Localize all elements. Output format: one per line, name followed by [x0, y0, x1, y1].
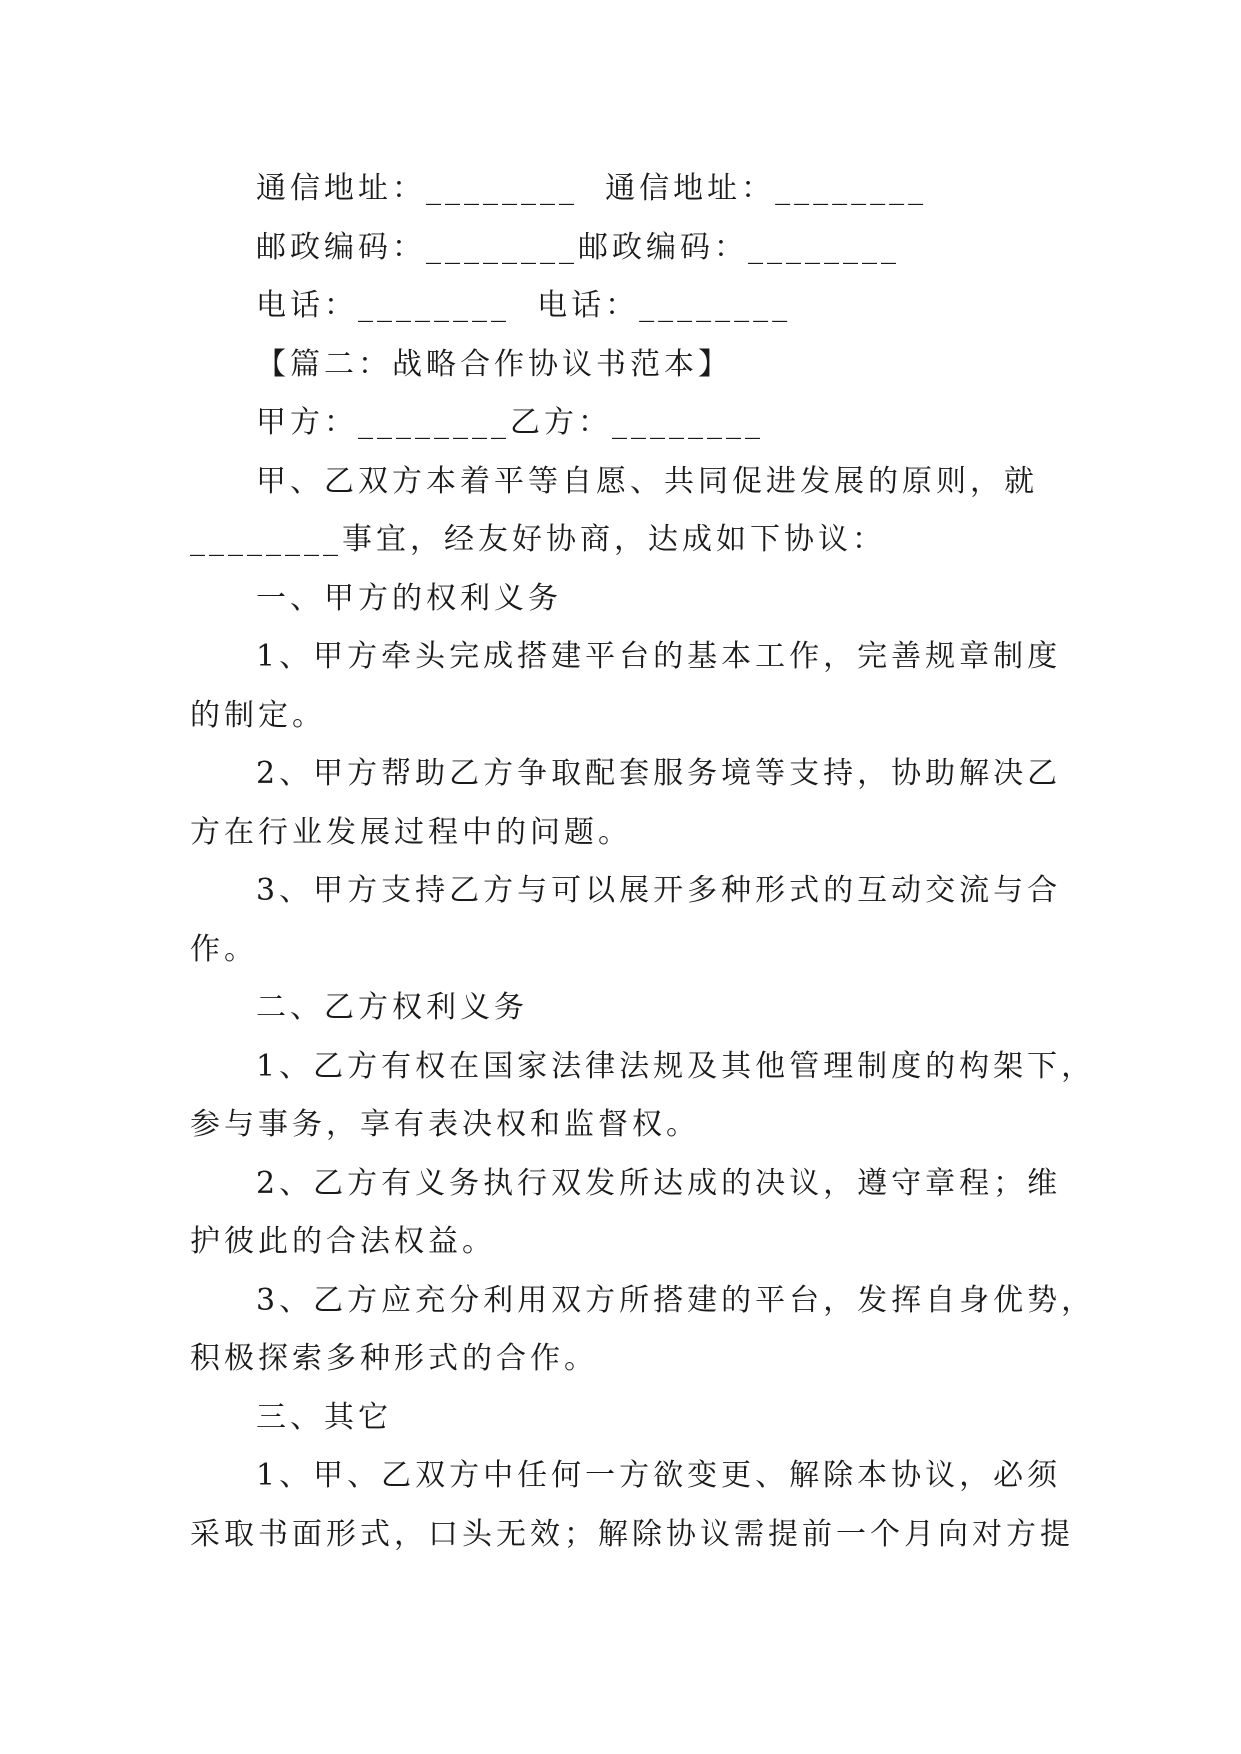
intro-line-2: ________事宜，经友好协商，达成如下协议：	[190, 522, 886, 557]
part1-item2-line1: 2、甲方帮助乙方争取配套服务境等支持，协助解决乙	[256, 756, 1062, 791]
document-page	[190, 160, 1096, 1564]
part2-item2-line1: 2、乙方有义务执行双发所达成的决议，遵守章程；维	[256, 1165, 1062, 1201]
postcode-line: 邮政编码：________邮政编码：________	[256, 229, 900, 265]
part2-item1-line2: 参与事务，享有表决权和监督权。	[190, 1107, 700, 1142]
part3-heading: 三、其它	[256, 1399, 392, 1435]
part1-heading: 一、甲方的权利义务	[256, 580, 562, 616]
part1-item3-line2: 作。	[190, 931, 258, 967]
part2-heading: 二、乙方权利义务	[256, 990, 528, 1025]
part2-item2-line2: 护彼此的合法权益。	[190, 1224, 496, 1259]
part3-item1-line1: 1、甲、乙双方中任何一方欲变更、解除本协议，必须	[256, 1458, 1062, 1493]
part1-item1-line2: 的制定。	[190, 697, 326, 733]
part1-item1-line1: 1、甲方牵头完成搭建平台的基本工作，完善规章制度	[256, 639, 1062, 674]
part3-item1-line2: 采取书面形式，口头无效；解除协议需提前一个月向对方提	[190, 1516, 1074, 1552]
section-title: 【篇二：战略合作协议书范本】	[256, 346, 732, 382]
intro-line-1: 甲、乙双方本着平等自愿、共同促进发展的原则，就	[256, 463, 1038, 499]
address-line: 通信地址：________ 通信地址：________	[256, 171, 928, 206]
part2-item3-line2: 积极探索多种形式的合作。	[190, 1341, 598, 1376]
parties-line: 甲方：________乙方：________	[256, 405, 764, 440]
part1-item3-line1: 3、甲方支持乙方与可以展开多种形式的互动交流与合	[256, 873, 1062, 908]
part1-item2-line2: 方在行业发展过程中的问题。	[190, 814, 632, 850]
part2-item3-line1: 3、乙方应充分利用双方所搭建的平台，发挥自身优势，	[256, 1282, 1096, 1318]
phone-line: 电话：________ 电话：________	[256, 288, 792, 323]
part2-item1-line1: 1、乙方有权在国家法律法规及其他管理制度的构架下，	[256, 1048, 1096, 1084]
